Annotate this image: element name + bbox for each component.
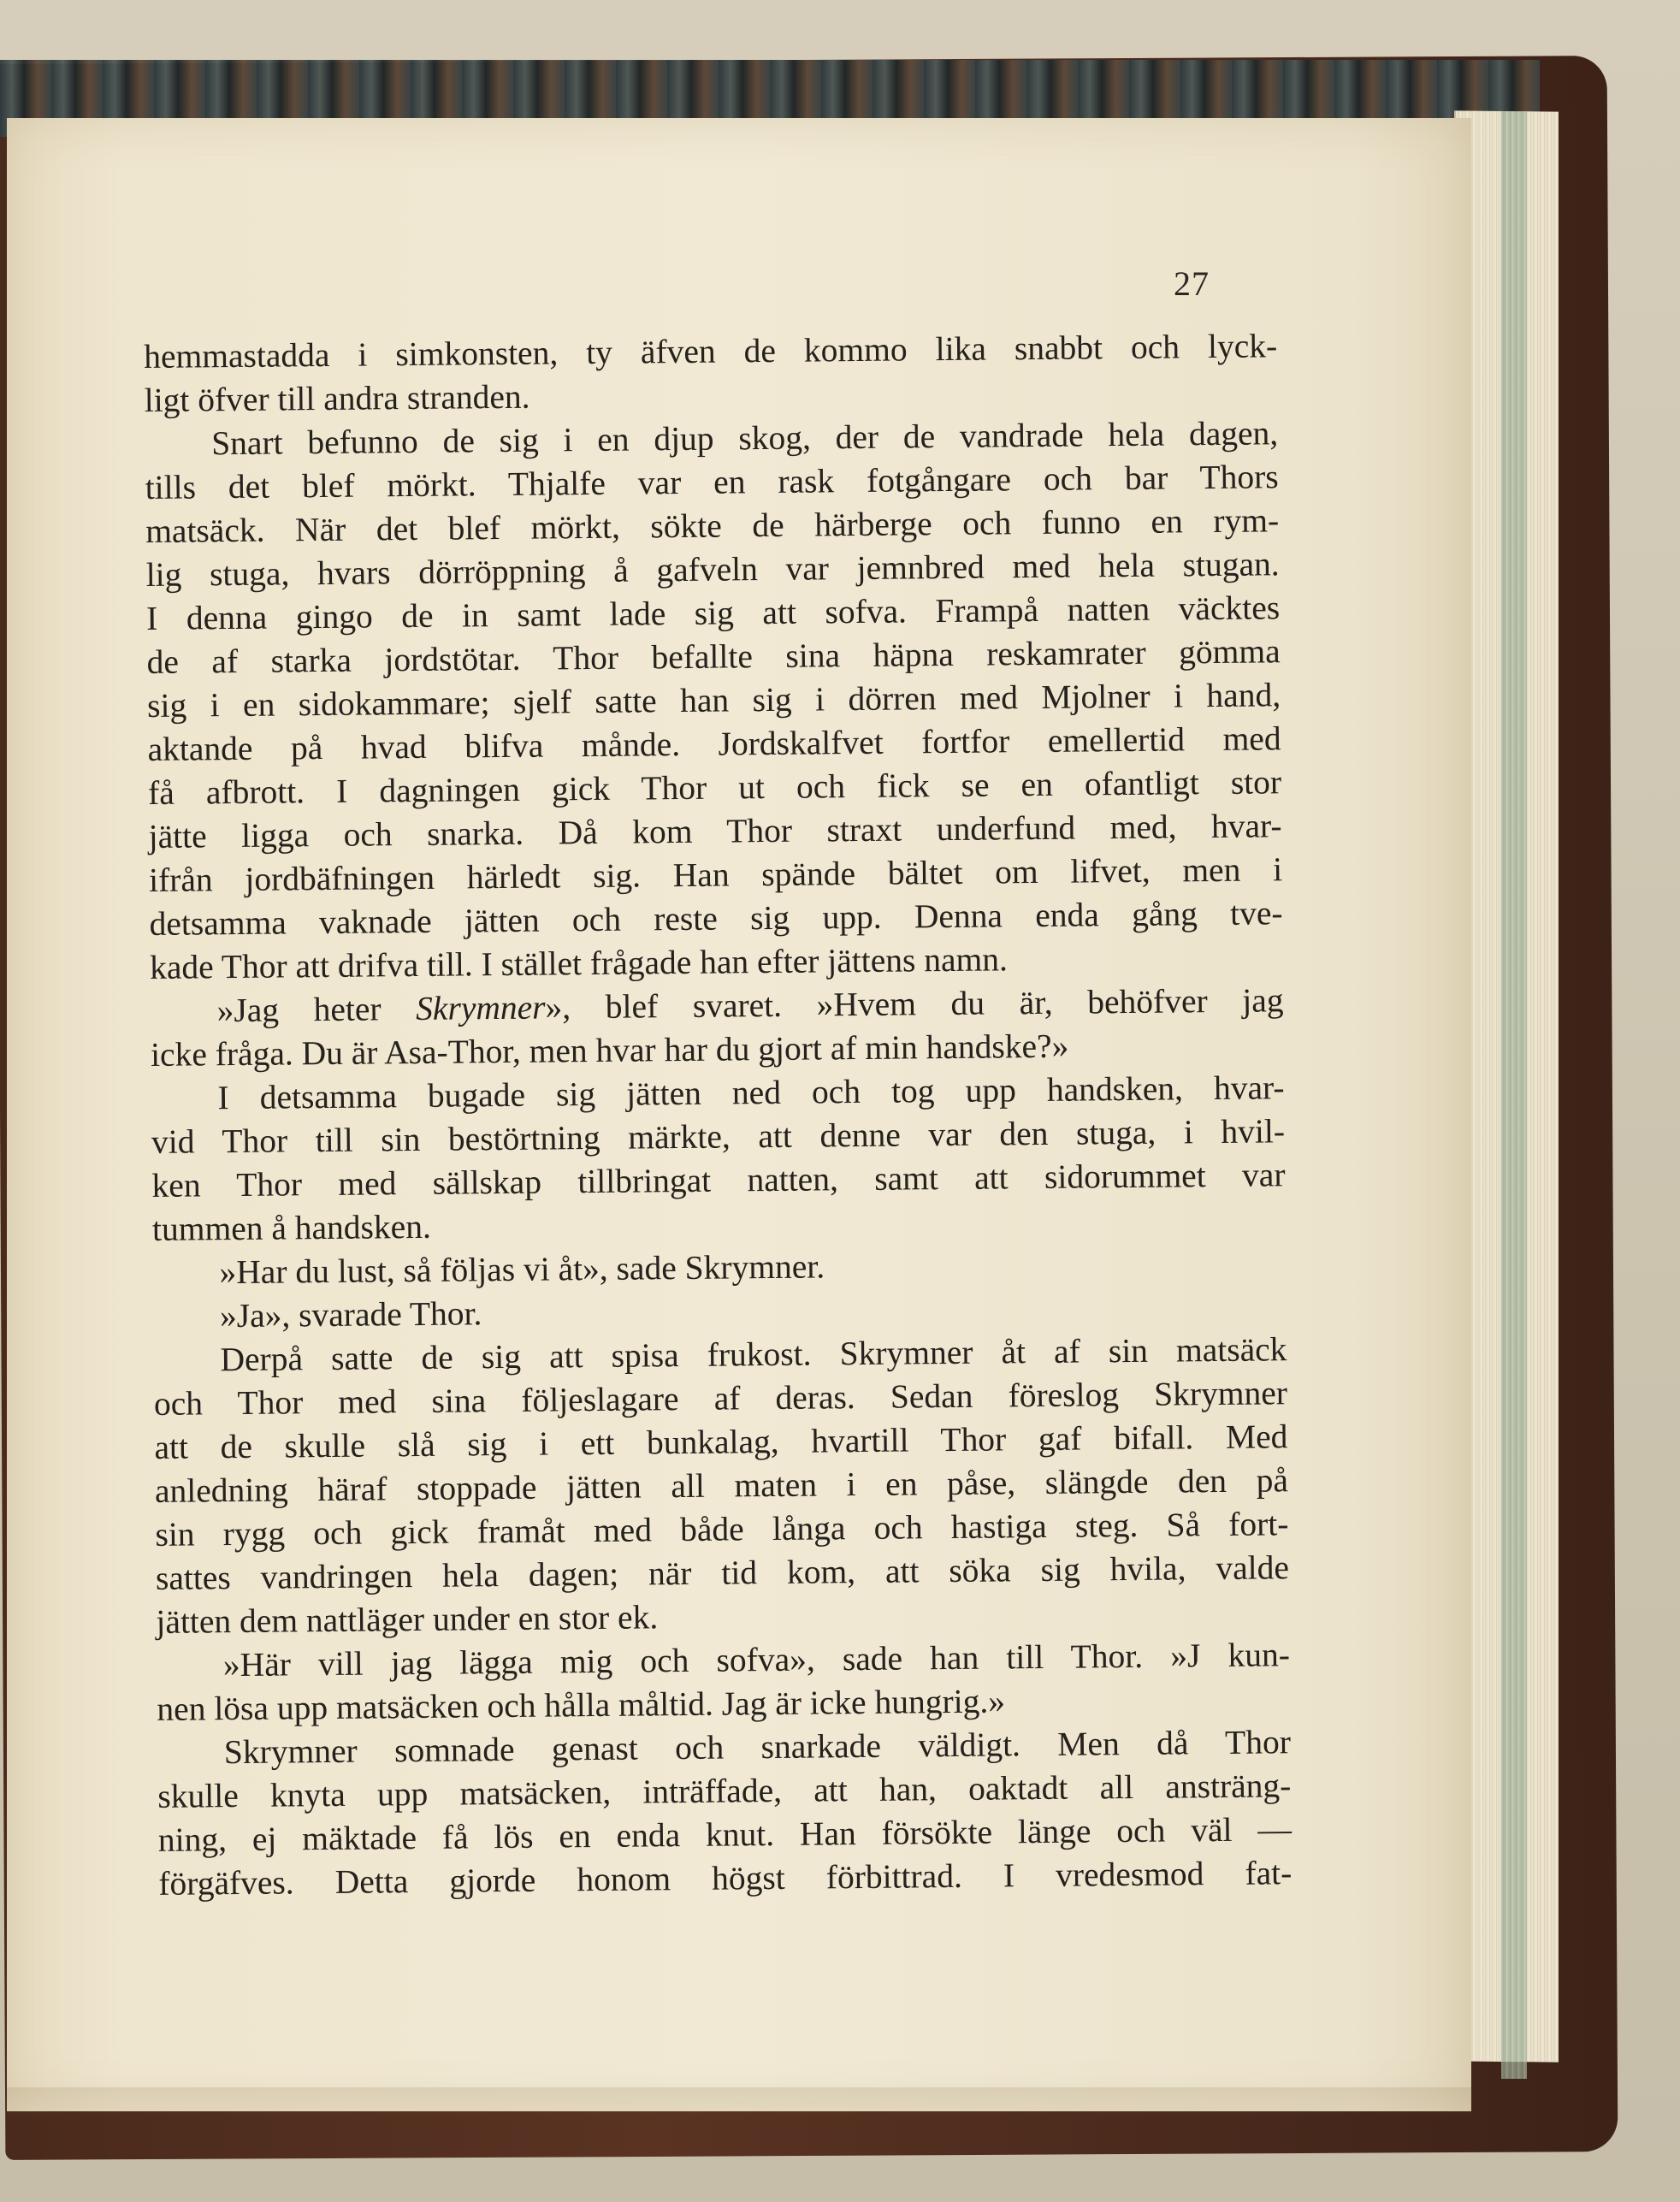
text-line: »Har du lust, så följas vi åt», sade Skrymner. xyxy=(219,1247,825,1292)
text-line: och Thor med sina följeslagare af deras. Sedan föreslog Skrymner xyxy=(153,1374,1288,1423)
text-line: icke fråga. Du är Asa-Thor, men hvar har du gjort af min handske?» xyxy=(150,1027,1069,1074)
text-line: ifrån jordbäfningen härledt sig. Han spände bältet om lifvet, men i xyxy=(148,850,1283,899)
text-line: att de skulle slå sig i ett bunkalag, hvartill Thor gaf bifall. Med xyxy=(154,1418,1288,1466)
text-line: »Jag heter Skrymner», blef svaret. »Hvem du är, behöfver jag xyxy=(216,981,1284,1030)
text-line: ken Thor med sällskap tillbringat natten, samt att sidorummet var xyxy=(151,1156,1286,1205)
text-line: nen lösa upp matsäcken och hålla måltid. Jag är icke hungrig.» xyxy=(157,1682,1006,1728)
text-line: sin rygg och gick framåt med både långa och hastiga steg. Så fort- xyxy=(155,1505,1289,1554)
text-line: hemmastadda i simkonsten, ty äfven de kommo lika snabbt och lyck- xyxy=(144,327,1278,376)
page-number: 27 xyxy=(1174,264,1210,303)
text-line: sattes vandringen hela dagen; när tid kom, att söka sig hvila, valde xyxy=(155,1548,1290,1597)
text-line: anledning häraf stoppade jätten all maten i en påse, slängde den på xyxy=(154,1461,1289,1510)
text-line: kade Thor att drifva till. I stället frågade han efter jättens namn. xyxy=(149,940,1009,986)
text-line: Derpå satte de sig att spisa frukost. Skrymner åt af sin matsäck xyxy=(220,1330,1287,1379)
text-line: skulle knyta upp matsäcken, inträffade, att han, oaktadt all ansträng- xyxy=(157,1767,1292,1815)
text-line: tills det blef mörkt. Thjalfe var en rask fotgångare och bar Thors xyxy=(145,458,1279,506)
text-line: jätte ligga och snarka. Då kom Thor straxt underfund med, hvar- xyxy=(148,807,1282,855)
text-line: ning, ej mäktade få lös en enda knut. Han försökte länge och väl — xyxy=(157,1810,1293,1859)
text-line: aktande på hvad blifva månde. Jordskalfvet fortfor emellertid med xyxy=(147,719,1281,768)
text-line: sig i en sidokammare; sjelf satte han sig i dörren med Mjolner i hand, xyxy=(146,676,1281,725)
text-line: matsäck. När det blef mörkt, sökte de härberge och funno en rym- xyxy=(145,501,1280,550)
italic-name: Skrymner xyxy=(415,988,546,1027)
text-line: »Ja», svarade Thor. xyxy=(219,1294,482,1335)
body-text xyxy=(144,324,1293,1906)
text-line: I denna gingo de in samt lade sig att sofva. Frampå natten väcktes xyxy=(145,589,1281,637)
text-line: de af starka jordstötar. Thor befallte sina häpna reskamrater gömma xyxy=(146,632,1281,681)
page-shadow xyxy=(7,2087,1471,2122)
text-line: »Här vill jag lägga mig och sofva», sade han till Thor. »J kun- xyxy=(222,1636,1291,1684)
text-line: ligt öfver till andra stranden. xyxy=(144,377,530,419)
page-edges-tint xyxy=(1501,111,1527,2079)
text-line: Skrymner somnade genast och snarkade väldigt. Men då Thor xyxy=(223,1723,1292,1772)
text-line: förgäfves. Detta gjorde honom högst förbittrad. I vredesmod fat- xyxy=(158,1854,1293,1903)
text-line: lig stuga, hvars dörröppning å gafveln var jemnbred med hela stugan. xyxy=(145,545,1280,594)
text-line: I detsamma bugade sig jätten ned och tog upp handsken, hvar- xyxy=(217,1068,1285,1117)
text-line: vid Thor till sin bestörtning märkte, att denne var den stuga, i hvil- xyxy=(151,1112,1286,1161)
text-line: Snart befunno de sig i en djup skog, der de vandrade hela dagen, xyxy=(211,414,1279,463)
text-line: detsamma vaknade jätten och reste sig upp. Denna enda gång tve- xyxy=(149,894,1283,943)
text-line: tummen å handsken. xyxy=(151,1207,432,1248)
text-line: jätten dem nattläger under en stor ek. xyxy=(156,1598,659,1641)
text-line: få afbrott. I dagningen gick Thor ut och fick se en ofantligt stor xyxy=(147,763,1282,812)
